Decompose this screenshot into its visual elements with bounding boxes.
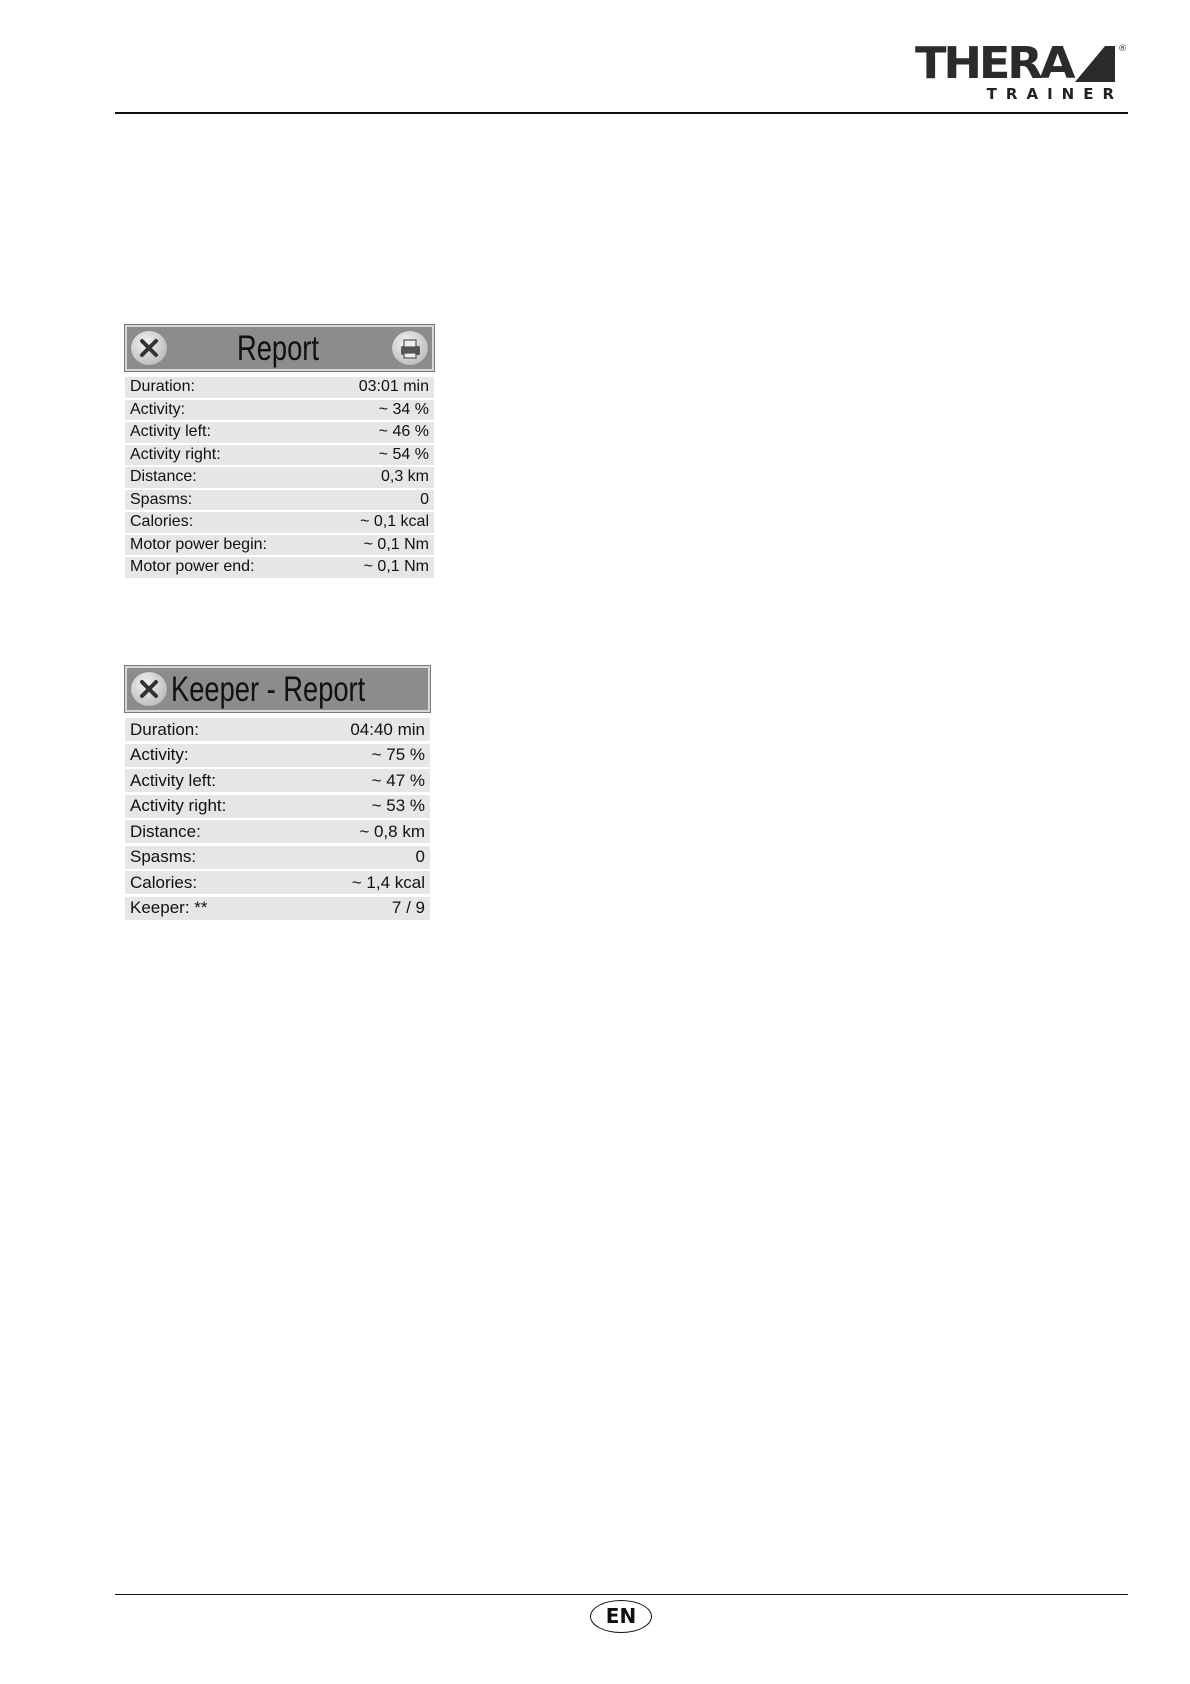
row-label: Duration: bbox=[130, 719, 199, 739]
keeper-row-calories bbox=[125, 871, 430, 894]
keeper-row-activity-right bbox=[125, 795, 430, 818]
row-value: ~ 0,1 Nm bbox=[363, 535, 429, 553]
row-label: Activity: bbox=[130, 400, 186, 418]
row-label: Motor power end: bbox=[130, 558, 255, 576]
row-label: Activity right: bbox=[130, 445, 221, 463]
footer-rule bbox=[115, 1594, 1128, 1595]
header-rule bbox=[115, 112, 1128, 114]
report-row-motor-power-begin bbox=[125, 535, 434, 556]
row-value: ~ 0,8 km bbox=[359, 821, 425, 841]
row-label: Distance: bbox=[130, 468, 197, 486]
row-label: Activity right: bbox=[130, 796, 227, 815]
report-panel bbox=[125, 325, 434, 580]
logo-wordmark: THERA bbox=[915, 38, 1073, 89]
row-label: Spasms: bbox=[130, 490, 193, 508]
row-label: Activity left: bbox=[130, 423, 211, 441]
row-value: 03:01 min bbox=[358, 378, 429, 396]
report-row-distance bbox=[125, 467, 434, 488]
row-label: Activity left: bbox=[130, 770, 216, 790]
report-rows bbox=[125, 377, 434, 578]
report-row-spasms bbox=[125, 490, 434, 511]
row-value: 0 bbox=[420, 490, 429, 508]
keeper-report-rows bbox=[125, 718, 430, 920]
report-row-activity-right bbox=[125, 445, 434, 466]
keeper-report-panel bbox=[125, 666, 430, 922]
keeper-row-activity-left bbox=[125, 769, 430, 792]
printer-icon bbox=[392, 331, 428, 365]
report-row-duration bbox=[125, 377, 434, 398]
row-value: ~ 47 % bbox=[371, 770, 425, 790]
logo-subtitle: TRAINER bbox=[986, 85, 1123, 103]
report-row-activity-left bbox=[125, 422, 434, 443]
print-button[interactable] bbox=[391, 330, 429, 366]
close-x-icon bbox=[131, 331, 167, 365]
report-row-activity bbox=[125, 400, 434, 421]
keeper-row-activity bbox=[125, 744, 430, 767]
row-value: ~ 0,1 kcal bbox=[360, 513, 429, 531]
row-value: 04:40 min bbox=[350, 719, 425, 739]
row-value: 0,3 km bbox=[380, 468, 429, 486]
keeper-row-spasms bbox=[125, 846, 430, 869]
keeper-row-duration bbox=[125, 718, 430, 741]
row-value: 0 bbox=[415, 847, 425, 866]
keeper-report-header bbox=[125, 666, 430, 712]
report-row-calories bbox=[125, 512, 434, 533]
close-x-icon bbox=[131, 672, 167, 706]
report-header bbox=[125, 325, 434, 371]
row-label: Calories: bbox=[130, 513, 194, 531]
logo-mark-icon bbox=[1075, 46, 1115, 82]
row-value: ~ 75 % bbox=[371, 745, 425, 764]
row-value: ~ 46 % bbox=[378, 423, 429, 441]
row-label: Motor power begin: bbox=[130, 535, 267, 553]
row-label: Activity: bbox=[130, 745, 189, 764]
row-value: 7 / 9 bbox=[391, 898, 425, 917]
keeper-report-title: Keeper - Report bbox=[171, 670, 366, 709]
row-value: ~ 1,4 kcal bbox=[351, 872, 425, 892]
row-label: Calories: bbox=[130, 872, 198, 892]
keeper-row-distance bbox=[125, 820, 430, 843]
close-button[interactable] bbox=[130, 671, 168, 707]
thera-trainer-logo bbox=[915, 38, 1127, 104]
row-label: Spasms: bbox=[130, 847, 197, 866]
report-title: Report bbox=[237, 329, 319, 368]
report-row-motor-power-end bbox=[125, 557, 434, 578]
row-value: ~ 54 % bbox=[378, 445, 429, 463]
row-value: ~ 53 % bbox=[371, 796, 425, 815]
keeper-row-keeper bbox=[125, 897, 430, 920]
row-label: Keeper: ** bbox=[130, 898, 208, 917]
row-label: Duration: bbox=[130, 378, 195, 396]
row-value: ~ 0,1 Nm bbox=[363, 558, 429, 576]
language-badge: EN bbox=[590, 1600, 652, 1633]
close-button[interactable] bbox=[130, 330, 168, 366]
row-value: ~ 34 % bbox=[378, 400, 429, 418]
registered-mark: ® bbox=[1118, 44, 1127, 54]
row-label: Distance: bbox=[130, 821, 201, 841]
